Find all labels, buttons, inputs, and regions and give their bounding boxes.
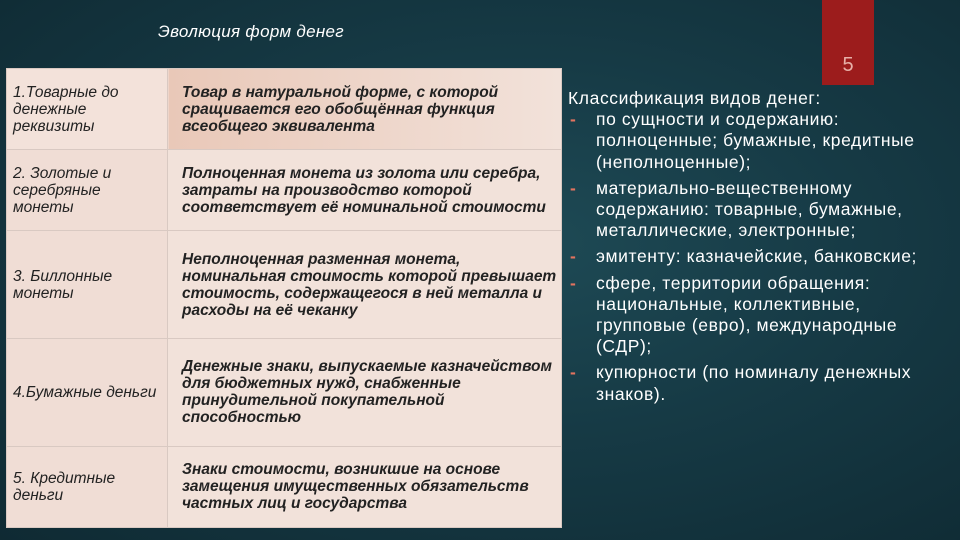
form-description-cell: Товар в натуральной форме, с которой сращивается его обобщённая функция всеобщего эквивалента	[168, 69, 562, 150]
form-name-cell: 5. Кредитные деньги	[7, 446, 168, 527]
dash-bullet: -	[570, 177, 577, 198]
form-description-cell: Неполноценная разменная монета, номинальная стоимость которой превышает стоимость, содержащегося в ней металла и расходы на её чеканку	[168, 231, 562, 339]
list-item-text: материально-вещественному содержанию: товарные, бумажные, металлические, электронные;	[596, 177, 903, 241]
table-row	[7, 150, 562, 231]
list-item	[568, 109, 954, 173]
form-name-cell: 2. Золотые и серебряные монеты	[7, 150, 168, 231]
list-item-text: сфере, территории обращения: национальные, коллективные, групповые (евро), международные (СДР);	[596, 272, 898, 357]
dash-bullet: -	[570, 109, 577, 130]
table-row	[7, 446, 562, 527]
classification-heading: Классификация видов денег:	[568, 88, 821, 108]
form-name-cell: 1.Товарные до денежные реквизиты	[7, 69, 168, 150]
list-item-text: купюрности (по номиналу денежных знаков).	[596, 362, 912, 404]
table-row	[7, 231, 562, 339]
table-row	[7, 339, 562, 447]
form-description-cell: Денежные знаки, выпускаемые казначейством для бюджетных нужд, снабженные принудительной покупательной способностью	[168, 339, 562, 447]
dash-bullet: -	[570, 246, 577, 267]
form-description-cell: Полноценная монета из золота или серебра, затраты на производство которой соответствует её номинальной стоимости	[168, 150, 562, 231]
money-forms-table	[6, 68, 562, 528]
list-item	[568, 273, 954, 358]
list-item-text: эмитенту: казначейские, банковские;	[596, 246, 917, 267]
form-name-cell: 3. Биллонные монеты	[7, 231, 168, 339]
slide-title: Эволюция форм денег	[158, 22, 344, 41]
form-description-cell: Знаки стоимости, возникшие на основе замещения имущественных обязательств частных лиц и государства	[168, 446, 562, 527]
classification-block	[568, 88, 954, 410]
page-number: 5	[842, 54, 854, 76]
dash-bullet: -	[570, 272, 577, 293]
dash-bullet: -	[570, 362, 577, 383]
list-item	[568, 246, 954, 267]
list-item-text: по сущности и содержанию: полноценные; бумажные, кредитные (неполноценные);	[596, 109, 915, 172]
classification-list	[568, 109, 954, 405]
form-name-cell: 4.Бумажные деньги	[7, 339, 168, 447]
list-item	[568, 362, 954, 404]
table-row	[7, 69, 562, 150]
list-item	[568, 178, 954, 242]
